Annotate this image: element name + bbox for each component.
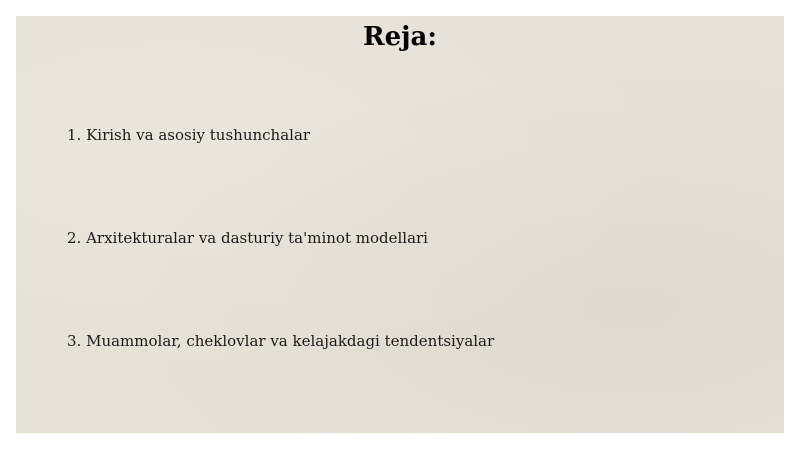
plan-item-1: 1. Kirish va asosiy tushunchalar [67,126,311,144]
plan-item-2: 2. Arxitekturalar va dasturiy ta'minot modellari [67,229,428,247]
plan-item-3: 3. Muammolar, cheklovlar va kelajakdagi tendentsiyalar [67,332,495,350]
slide-title: Reja: [362,22,437,52]
slide [16,16,784,433]
